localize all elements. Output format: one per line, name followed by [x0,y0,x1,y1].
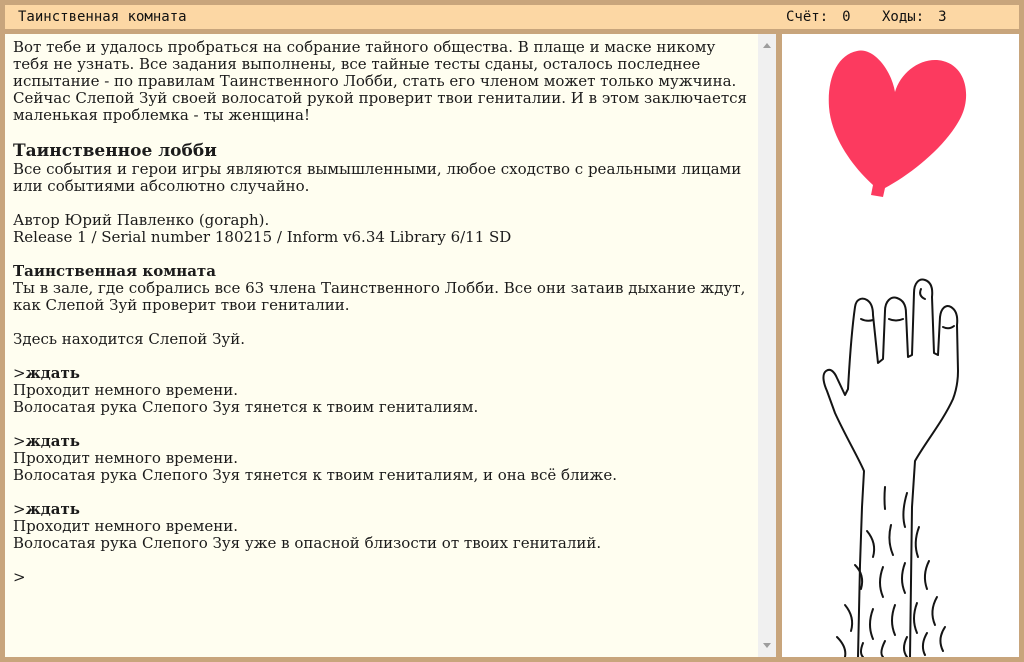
transcript-block-para [13,39,748,124]
player-command: ждать [25,432,80,450]
scroll-up-icon[interactable] [763,43,771,48]
text-line: Проходит немного времени. [13,449,238,467]
text-line: Вот тебе и удалось пробраться на собрание тайного общества. В плаще и маске никому тебя не узнать. Все задания выполнены, все тайные тесты сданы, осталось последнее испытание - по правилам Таинственного Лобби, стать его членом может только мужчина. Сейчас Слепой Зуй своей волосатой рукой проверит твои гениталии. И в этом заключается маленькая проблемка - ты женщина! [13,38,747,124]
section-heading: Таинственное лобби [13,141,217,161]
command-line [13,365,748,382]
prompt-char: > [13,500,26,518]
player-command: ждать [25,500,80,518]
text-line: Release 1 / Serial number 180215 / Inform v6.34 Library 6/11 SD [13,228,512,246]
prompt-char: > [13,432,26,450]
transcript-block-command [13,501,748,552]
heart-shape [829,51,966,197]
command-line [13,501,748,518]
command-line [13,569,748,586]
text-line: Проходит немного времени. [13,381,238,399]
text-line: Волосатая рука Слепого Зуя тянется к твоим гениталиям, и она всё ближе. [13,466,617,484]
moves-label: Ходы: [882,9,925,25]
prompt-char: > [13,568,26,586]
transcript[interactable] [5,34,758,657]
transcript-block-command [13,433,748,484]
transcript-block-prompt [13,569,748,586]
heart-drawing [825,45,973,200]
text-line: Автор Юрий Павленко (goraph). [13,211,270,229]
player-command: ждать [25,364,80,382]
score-display [786,5,851,29]
section-heading: Таинственная комната [13,262,216,280]
status-bar [5,5,1019,29]
score-label: Счёт: [786,9,829,25]
text-line: Волосатая рука Слепого Зуя уже в опасной близости от твоих гениталий. [13,534,602,552]
command-line [13,433,748,450]
transcript-block-para [13,331,748,348]
transcript-block-section [13,263,748,314]
hairy-arm-drawing [815,275,975,657]
score-value: 0 [842,9,851,25]
text-line: Ты в зале, где собрались все 63 члена Таинственного Лобби. Все они затаив дыхание ждут, как Слепой Зуй проверит твои гениталии. [13,279,746,314]
graphics-panel [782,34,1019,657]
transcript-scrollbar[interactable] [758,34,776,657]
transcript-block-section [13,141,748,195]
transcript-block-para [13,212,748,246]
text-line: Здесь находится Слепой Зуй. [13,330,246,348]
text-line: Проходит немного времени. [13,517,238,535]
moves-display [882,5,947,29]
text-line: Все события и герои игры являются вымышленными, любое сходство с реальными лицами или событиями абсолютно случайно. [13,160,742,195]
text-line: Волосатая рука Слепого Зуя тянется к твоим гениталиям. [13,398,479,416]
room-title: Таинственная комната [18,9,187,25]
prompt-char: > [13,364,26,382]
transcript-block-command [13,365,748,416]
scroll-down-icon[interactable] [763,643,771,648]
moves-value: 3 [938,9,947,25]
arm-outline-group [823,280,958,657]
